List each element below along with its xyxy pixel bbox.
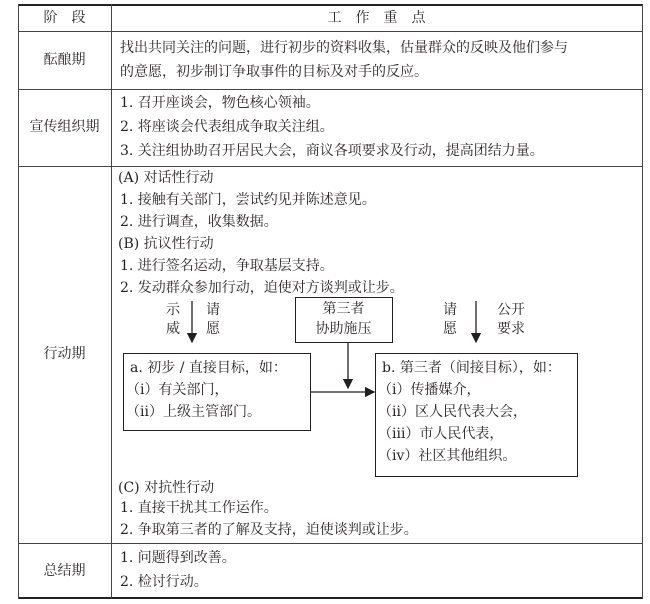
- indirect-target-box: [375, 353, 578, 477]
- stage-label: 行动期: [43, 346, 86, 362]
- label-public-demand: 公开 要求: [497, 302, 525, 337]
- box-text: （ⅱ）区人民代表大会，: [378, 404, 527, 420]
- box-text: （ⅰ）有关部门，: [126, 382, 229, 398]
- box-text: （ⅱ）上级主管部门。: [126, 404, 261, 420]
- stage-label: 总结期: [43, 563, 86, 579]
- box-text: a. 初步 / 直接目标，如：: [130, 360, 287, 376]
- stage-label: 宣传组织期: [29, 119, 100, 135]
- label-petition: 请 愿: [443, 302, 457, 337]
- direct-target-box: [123, 353, 311, 431]
- label-demonstrate: 示 威: [166, 302, 180, 337]
- row-text: 1. 问题得到改善。: [120, 550, 236, 566]
- row-text: 2. 检讨行动。: [120, 574, 208, 590]
- row-text: (A) 对话性行动: [118, 170, 214, 186]
- box-text: （ⅲ）市人民代表，: [378, 426, 504, 442]
- row-text: 1. 召开座谈会，物色核心领袖。: [120, 95, 320, 111]
- header-focus: 工 作 重 点: [327, 10, 426, 26]
- row-text: (B) 抗议性行动: [118, 236, 214, 252]
- row-text: 的意愿，初步制订争取事件的目标及对手的反应。: [120, 64, 428, 80]
- box-text: 第三者: [322, 301, 365, 317]
- row-text: 1. 进行签名运动，争取基层支持。: [120, 258, 334, 274]
- box-text: （ⅳ）社区其他组织。: [378, 448, 517, 464]
- row-text: 3. 关注组协助召开居民大会，商议各项要求及行动，提高团结力量。: [120, 143, 544, 159]
- row-text: 1. 直接干扰其工作运作。: [120, 500, 278, 516]
- row-text: (C) 对抗性行动: [118, 480, 215, 496]
- row-text: 2. 将座谈会代表组成争取关注组。: [120, 119, 334, 135]
- row-text: 2. 进行调查，收集数据。: [120, 214, 278, 230]
- row-text: 2. 争取第三者的了解及支持，迫使谈判或让步。: [120, 522, 418, 538]
- third-party-box: [295, 297, 393, 343]
- row-text: 2. 发动群众参加行动，迫使对方谈判或让步。: [120, 280, 404, 296]
- box-text: （ⅰ）传播媒介，: [378, 382, 481, 398]
- box-text: b. 第三者（间接目标），如：: [382, 360, 561, 376]
- box-text: 协助施压: [315, 321, 372, 337]
- row-text: 1. 接触有关部门，尝试约见并陈述意见。: [120, 192, 376, 208]
- label-petition: 请 愿: [206, 302, 220, 337]
- header-stage: 阶 段: [43, 10, 86, 26]
- stage-label: 酝酿期: [43, 52, 86, 68]
- row-text: 找出共同关注的问题，进行初步的资料收集，估量群众的反映及他们参与: [120, 40, 568, 56]
